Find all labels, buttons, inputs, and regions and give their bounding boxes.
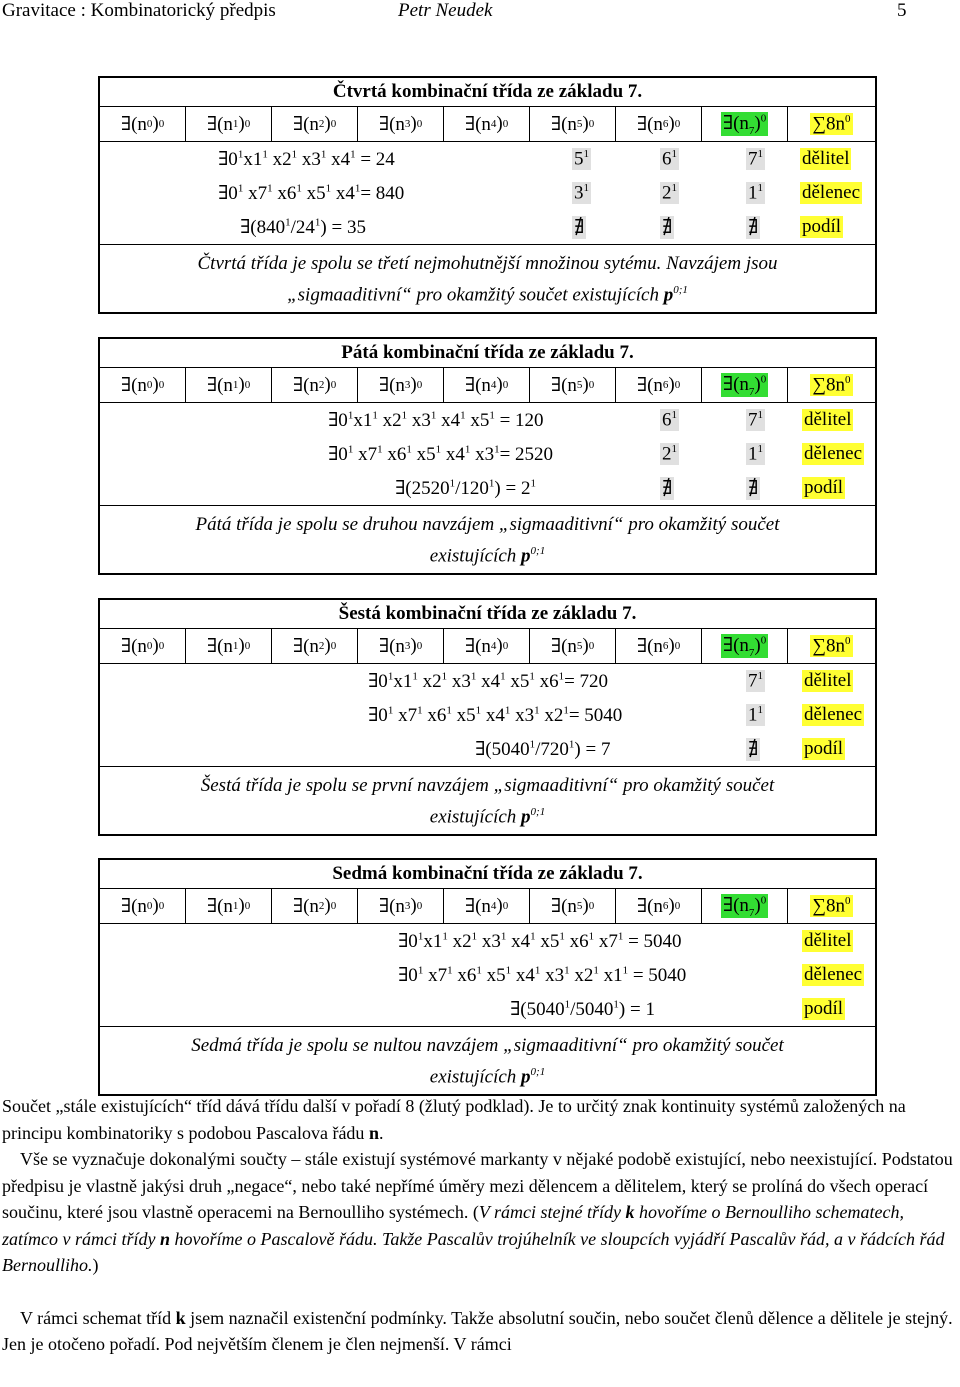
n-cell: ∃(n 1 ) 0	[186, 629, 272, 663]
column-value: ∄	[748, 478, 759, 499]
n-cell: $\exists(n_7)^0$	[702, 107, 788, 141]
column-value: $2^1$	[662, 182, 677, 204]
n-cell: ∃(n 0 ) 0	[100, 629, 186, 663]
formula-row	[100, 924, 875, 958]
sum-cell: $\sum 8n^0$	[812, 894, 851, 917]
label-dělitel: dělitel	[804, 670, 852, 691]
paragraph-3: V rámci schemat tříd k jsem naznačil existenční podmínky. Takže absolutní součin, nebo součet členů dělence a dělitele je stejný. Jen je otočeno pořadí. Pod největším členem je člen nejmenší. V rámci	[2, 1307, 953, 1354]
class-section-6	[98, 598, 877, 836]
formula: $\exists 0^1$ $x7^1$ $x6^1$ $x5^1$ $x4^1$ $x3^1$ $x2^1= 5040$	[368, 704, 623, 726]
label-dělenec: dělenec	[804, 964, 863, 985]
n-cell: ∃(n 2 ) 0	[272, 629, 358, 663]
label-dělitel: dělitel	[804, 409, 852, 430]
n-cell: ∃(n 4 ) 0	[444, 107, 530, 141]
n-cell: ∃(n 1 ) 0	[186, 889, 272, 923]
formula-row	[100, 471, 875, 505]
n-cells-row	[100, 107, 875, 142]
formula: $\exists(2520^1/120^1) = 2^1$	[395, 477, 536, 499]
n-cells-row	[100, 889, 875, 924]
formula: $\exists 0^1$ $x7^1$ $x6^1$ $x5^1$ $x4^1$ $x3^1$ $x2^1$ $x1^1 = 5040$	[398, 964, 687, 986]
column-value: ∄	[748, 739, 759, 760]
n-cell: ∃(n 6 ) 0	[616, 368, 702, 402]
column-value: ∄	[662, 478, 673, 499]
column-value: $1^1$	[748, 443, 763, 465]
formula: $\exists 0^1x1^1$ $x2^1$ $x3^1$ $x4^1$ $x5^1$ $x6^1$ $x7^1 = 5040$	[398, 930, 682, 952]
column-value: $7^1$	[748, 148, 763, 170]
section-title: Šestá kombinační třída ze základu 7.	[100, 600, 875, 629]
n-cell: $\exists(n_7)^0$	[702, 629, 788, 663]
n-cell: ∃(n 0 ) 0	[100, 107, 186, 141]
n-cell: ∃(n 3 ) 0	[358, 368, 444, 402]
n-cell: ∃(n 5 ) 0	[530, 889, 616, 923]
column-value: $5^1$	[574, 148, 589, 170]
n-cell: ∃(n 2 ) 0	[272, 889, 358, 923]
formula: $\exists 0^1$ $x7^1$ $x6^1$ $x5^1$ $x4^1= 840$	[218, 182, 405, 204]
formula-row	[100, 958, 875, 992]
column-value: $7^1$	[748, 409, 763, 431]
label-podíl: podíl	[804, 738, 844, 759]
column-value: $7^1$	[748, 670, 763, 692]
section-title: Sedmá kombinační třída ze základu 7.	[100, 860, 875, 889]
n-cell: ∃(n 1 ) 0	[186, 368, 272, 402]
column-value: ∄	[662, 217, 673, 238]
label-podíl: podíl	[804, 477, 844, 498]
n-cell: ∃(n 4 ) 0	[444, 629, 530, 663]
column-value: ∄	[574, 217, 585, 238]
formula-row	[100, 698, 875, 732]
class-section-4	[98, 76, 877, 314]
sum-cell: $\sum 8n^0$	[812, 112, 851, 135]
label-podíl: podíl	[804, 998, 844, 1019]
formula: $\exists 0^1x1^1$ $x2^1$ $x3^1$ $x4^1$ $x5^1$ $x6^1= 720$	[368, 670, 609, 692]
column-value: $2^1$	[662, 443, 677, 465]
formula: $\exists 0^1$ $x7^1$ $x6^1$ $x5^1$ $x4^1$ $x3^1= 2520$	[328, 443, 554, 465]
header-title: Gravitace : Kombinatorický předpis	[2, 0, 276, 21]
formula: $\exists(5040^1/720^1) = 7$	[475, 738, 611, 760]
n-cell: ∃(n 3 ) 0	[358, 889, 444, 923]
n-cell: ∃(n 6 ) 0	[616, 889, 702, 923]
n-cell: ∃(n 5 ) 0	[530, 629, 616, 663]
n-cell: ∃(n 0 ) 0	[100, 889, 186, 923]
formula: $\exists 0^1x1^1$ $x2^1$ $x3^1$ $x4^1$ $x5^1 = 120$	[328, 409, 544, 431]
class-section-5	[98, 337, 877, 575]
formula-row	[100, 992, 875, 1026]
formula: $\exists 0^1x1^1$ $x2^1$ $x3^1$ $x4^1 = 24$	[218, 148, 395, 170]
column-value: $3^1$	[574, 182, 589, 204]
section-note: Pátá třída je spolu se druhou navzájem „sigmaaditivní“ pro okamžitý součet existujících $p^{0;1}$	[100, 505, 875, 573]
n-cell: ∃(n 2 ) 0	[272, 107, 358, 141]
label-dělenec: dělenec	[804, 443, 863, 464]
n-cell: $\exists(n_7)^0$	[702, 368, 788, 402]
n-cell: ∃(n 3 ) 0	[358, 107, 444, 141]
n-cells-row	[100, 368, 875, 403]
section-note: Čtvrtá třída je spolu se třetí nejmohutnější množinou sytému. Navzájem jsou „sigmaaditivní“ pro okamžitý součet existujících $p^{0;1}$	[100, 244, 875, 312]
label-dělitel: dělitel	[802, 148, 850, 169]
label-dělenec: dělenec	[804, 704, 863, 725]
section-note: Šestá třída je spolu se první navzájem „sigmaaditivní“ pro okamžitý součet existujících $p^{0;1}$	[100, 766, 875, 834]
sum-cell: $\sum 8n^0$	[812, 634, 851, 657]
formula-row	[100, 210, 875, 244]
formula-row	[100, 142, 875, 176]
formula-row	[100, 437, 875, 471]
column-value: $1^1$	[748, 182, 763, 204]
column-value: $1^1$	[748, 704, 763, 726]
n-cell: $\exists(n_7)^0$	[702, 889, 788, 923]
page-number: 5	[897, 0, 907, 21]
column-value: ∄	[748, 217, 759, 238]
n-cell: ∃(n 0 ) 0	[100, 368, 186, 402]
formula-row	[100, 176, 875, 210]
paragraph-1: Součet „stále existujících“ tříd dává třídu další v pořadí 8 (žlutý podklad). Je to určitý znak kontinuity systémů založených na principu kombinatoriky s podobou Pascalova řádu n.	[2, 1096, 906, 1143]
n-cell: ∃(n 4 ) 0	[444, 368, 530, 402]
section-note: Sedmá třída je spolu se nultou navzájem „sigmaaditivní“ pro okamžitý součet existujících $p^{0;1}$	[100, 1026, 875, 1094]
n-cell: ∃(n 5 ) 0	[530, 107, 616, 141]
formula-row	[100, 732, 875, 766]
n-cell: ∃(n 6 ) 0	[616, 629, 702, 663]
label-podíl: podíl	[802, 216, 842, 237]
n-cell: ∃(n 6 ) 0	[616, 107, 702, 141]
section-title: Čtvrtá kombinační třída ze základu 7.	[100, 78, 875, 107]
label-dělitel: dělitel	[804, 930, 852, 951]
n-cells-row	[100, 629, 875, 664]
n-cell: ∃(n 1 ) 0	[186, 107, 272, 141]
n-cell: ∃(n 4 ) 0	[444, 889, 530, 923]
n-cell: ∃(n 2 ) 0	[272, 368, 358, 402]
header-author: Petr Neudek	[398, 0, 493, 21]
label-dělenec: dělenec	[802, 182, 861, 203]
formula: $\exists(5040^1/5040^1) = 1$	[510, 998, 655, 1020]
n-cell: ∃(n 5 ) 0	[530, 368, 616, 402]
formula-row	[100, 403, 875, 437]
section-title: Pátá kombinační třída ze základu 7.	[100, 339, 875, 368]
formula: $\exists(840^1/24^1) = 35$	[240, 216, 366, 238]
sum-cell: $\sum 8n^0$	[812, 373, 851, 396]
page-header	[0, 0, 960, 24]
column-value: $6^1$	[662, 409, 677, 431]
column-value: $6^1$	[662, 148, 677, 170]
body-text	[2, 1093, 958, 1358]
n-cell: ∃(n 3 ) 0	[358, 629, 444, 663]
formula-row	[100, 664, 875, 698]
paragraph-2: Vše se vyznačuje dokonalými součty – stále existují systémové markanty v nějaké podobě existující, nebo neexistující. Podstatou předpisu je vlastně jakýsi druh „negace“, nebo také nepřímé úměry mezi dělencem a dělitelem, který se prolíná do všech operací součinu, které jsou vlastně operacemi na Bernoulliho systémech. (V rámci stejné třídy k hovoříme o Bernoulliho schematech, zatímco v rámci třídy n hovoříme o Pascalově řádu. Takže Pascalův trojúhelník ve sloupcích vyjádří Pascalův řád, a v řádcích řád Bernoulliho.)	[2, 1149, 953, 1275]
class-section-7	[98, 858, 877, 1096]
